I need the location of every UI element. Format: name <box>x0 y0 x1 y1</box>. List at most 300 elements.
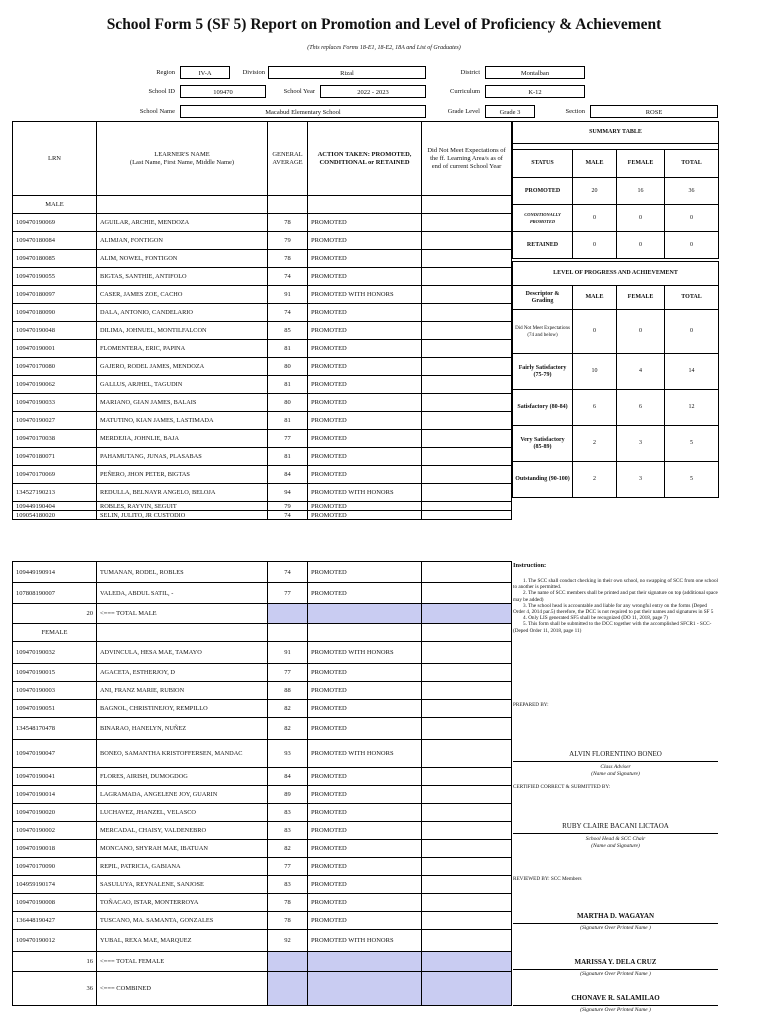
table-row <box>13 858 512 876</box>
summary-row <box>513 178 719 205</box>
grade-level-value: Grade 3 <box>485 105 535 118</box>
action-taken-cell: PROMOTED WITH HONORS <box>308 930 422 952</box>
action-taken-cell: PROMOTED <box>308 430 422 448</box>
progress-female-cell: 4 <box>617 354 665 390</box>
progress-male-cell: 0 <box>573 310 617 354</box>
progress-desc-cell: Outstanding (90-100) <box>513 462 573 498</box>
division-value: Rizal <box>268 66 426 79</box>
dnme-cell <box>422 562 512 583</box>
learner-name-cell: ALIMJAN, FONTIGON <box>97 232 268 250</box>
learner-name-cell: PAHAMUTANG, JUNAS, PLASABAS <box>97 448 268 466</box>
learner-name-cell: REPIL, PATRICIA, GABIANA <box>97 858 268 876</box>
table-row <box>13 412 512 430</box>
progress-female-cell: 6 <box>617 390 665 426</box>
action-taken-cell: PROMOTED <box>308 804 422 822</box>
progress-desc-cell: Satisfactory (80-84) <box>513 390 573 426</box>
general-average-cell: 77 <box>268 430 308 448</box>
table-row <box>13 232 512 250</box>
total-female-count: 16 <box>13 952 97 972</box>
table-row <box>13 740 512 768</box>
summary-status-header: STATUS <box>513 150 573 178</box>
action-taken-cell: PROMOTED <box>308 682 422 700</box>
summary-male-cell: 0 <box>573 205 617 232</box>
lrn-cell: 109470190012 <box>13 930 97 952</box>
general-average-cell: 77 <box>268 583 308 604</box>
general-average-cell: 84 <box>268 466 308 484</box>
lrn-cell: 109449190404 <box>13 502 97 511</box>
head-signature-line <box>513 833 718 834</box>
general-average-cell: 81 <box>268 412 308 430</box>
lrn-cell: 109470190027 <box>13 412 97 430</box>
learner-name-cell: ROBLES, RAYVIN, SEGUIT <box>97 502 268 511</box>
lrn-cell: 109470190033 <box>13 394 97 412</box>
summary-status-cell: PROMOTED <box>513 178 573 205</box>
total-male-count: 20 <box>13 604 97 624</box>
lrn-cell: 136448190427 <box>13 912 97 930</box>
learner-name-cell: SASULUYA, REYNALENE, SANJOSE <box>97 876 268 894</box>
dnme-cell <box>422 232 512 250</box>
learner-name-cell: MARIANO, GIAN JAMES, BALAIS <box>97 394 268 412</box>
dnme-cell <box>422 322 512 340</box>
summary-female-header: FEMALE <box>617 150 665 178</box>
scc-member-signature-line <box>513 969 718 970</box>
lrn-cell: 109470190014 <box>13 786 97 804</box>
summary-total-cell: 0 <box>665 232 719 259</box>
general-average-cell: 78 <box>268 912 308 930</box>
table-row <box>13 511 512 520</box>
action-taken-cell: PROMOTED <box>308 840 422 858</box>
section-value: ROSE <box>590 105 718 118</box>
summary-total-header: TOTAL <box>665 150 719 178</box>
lrn-cell: 109470190032 <box>13 642 97 664</box>
general-average-cell: 92 <box>268 930 308 952</box>
general-average-cell: 94 <box>268 484 308 502</box>
progress-row <box>513 310 719 354</box>
action-taken-cell: PROMOTED <box>308 358 422 376</box>
lrn-cell: 109470180097 <box>13 286 97 304</box>
school-year-label: School Year <box>283 88 315 95</box>
general-average-cell: 79 <box>268 502 308 511</box>
lrn-cell: 109470190003 <box>13 682 97 700</box>
learner-name-cell: FLORES, AIRISH, DUMOGDOG <box>97 768 268 786</box>
learner-name-cell: BONEO, SAMANTHA KRISTOFFERSEN, MANDAC <box>97 740 268 768</box>
general-average-cell: 82 <box>268 718 308 740</box>
region-value: IV-A <box>180 66 230 79</box>
dnme-cell <box>422 894 512 912</box>
learner-name-cell: ANI, FRANZ MARIE, RUBION <box>97 682 268 700</box>
action-taken-cell: PROMOTED <box>308 768 422 786</box>
school-name-value: Macabud Elementary School <box>180 105 426 118</box>
lrn-cell: 134527190213 <box>13 484 97 502</box>
lrn-cell: 109470180085 <box>13 250 97 268</box>
lrn-cell: 109054180020 <box>13 511 97 520</box>
dnme-cell <box>422 376 512 394</box>
learner-name-cell: TUMANAN, RODEL, ROBLES <box>97 562 268 583</box>
learner-name-cell: TOÑACAO, ISTAR, MONTERROYA <box>97 894 268 912</box>
dnme-cell <box>422 822 512 840</box>
dnme-cell <box>422 664 512 682</box>
progress-desc-cell: Did Not Meet Expectations (74 and below) <box>513 310 573 354</box>
table-row <box>13 700 512 718</box>
general-average-cell: 82 <box>268 700 308 718</box>
general-average-cell: 83 <box>268 876 308 894</box>
dnme-cell <box>422 286 512 304</box>
summary-title: SUMMARY TABLE <box>513 122 719 144</box>
progress-table <box>512 261 719 498</box>
lrn-cell: 104959190174 <box>13 876 97 894</box>
total-female-label: <=== TOTAL FEMALE <box>97 952 268 972</box>
table-row <box>13 840 512 858</box>
dnme-cell <box>422 511 512 520</box>
school-id-value: 109470 <box>180 85 266 98</box>
dnme-cell <box>422 304 512 322</box>
action-taken-cell: PROMOTED <box>308 268 422 286</box>
instruction-item: 2. The name of SCC members shall be printed and put their signature on top (additional space may be added) <box>513 590 718 603</box>
table-row <box>13 786 512 804</box>
total-male-label: <=== TOTAL MALE <box>97 604 268 624</box>
general-average-cell: 93 <box>268 740 308 768</box>
general-average-cell: 83 <box>268 804 308 822</box>
head-name: RUBY CLAIRE BACANI LICTAOA <box>562 822 669 830</box>
learner-name-cell: BIGTAS, SANTHIE, ANTIFOLO <box>97 268 268 286</box>
general-average-cell: 80 <box>268 358 308 376</box>
general-average-cell: 84 <box>268 768 308 786</box>
action-taken-cell: PROMOTED <box>308 448 422 466</box>
progress-row <box>513 390 719 426</box>
adviser-signature-line <box>513 761 718 762</box>
lrn-cell: 107808190007 <box>13 583 97 604</box>
learner-name-cell: LUCHAVEZ, JHANZEL, VELASCO <box>97 804 268 822</box>
summary-total-cell: 0 <box>665 205 719 232</box>
dnme-cell <box>422 358 512 376</box>
general-average-cell: 78 <box>268 214 308 232</box>
summary-female-cell: 16 <box>617 178 665 205</box>
action-taken-cell: PROMOTED <box>308 876 422 894</box>
district-value: Montalban <box>485 66 585 79</box>
dnme-cell <box>422 930 512 952</box>
action-taken-cell: PROMOTED WITH HONORS <box>308 286 422 304</box>
dnme-cell <box>422 786 512 804</box>
lrn-cell: 134548170478 <box>13 718 97 740</box>
progress-male-cell: 10 <box>573 354 617 390</box>
action-taken-cell: PROMOTED <box>308 664 422 682</box>
progress-total-cell: 12 <box>665 390 719 426</box>
learner-name-cell: MERCADAL, CHAISY, VALDENEBRO <box>97 822 268 840</box>
lrn-cell: 109470180090 <box>13 304 97 322</box>
table-row <box>13 250 512 268</box>
progress-female-cell: 0 <box>617 310 665 354</box>
general-average-cell: 81 <box>268 448 308 466</box>
dnme-cell <box>422 250 512 268</box>
progress-male-cell: 6 <box>573 390 617 426</box>
lrn-cell: 109470190062 <box>13 376 97 394</box>
general-average-cell: 79 <box>268 232 308 250</box>
progress-desc-cell: Very Satisfactory (85-89) <box>513 426 573 462</box>
action-taken-cell: PROMOTED <box>308 822 422 840</box>
action-taken-cell: PROMOTED <box>308 232 422 250</box>
summary-status-cell: CONDITIONALLY PROMOTED <box>513 205 573 232</box>
action-taken-cell: PROMOTED WITH HONORS <box>308 484 422 502</box>
progress-female-cell: 3 <box>617 426 665 462</box>
learner-name-cell: FLOMENTERA, ERIC, PAPINA <box>97 340 268 358</box>
lrn-cell: 109449190914 <box>13 562 97 583</box>
head-role: School Head & SCC Chair <box>585 836 646 842</box>
table-row <box>13 268 512 286</box>
table-row <box>13 502 512 511</box>
table-row <box>13 930 512 952</box>
learner-name-cell: BAGNOL, CHRISTINEJOY, REMPILLO <box>97 700 268 718</box>
scc-member-signature-line <box>513 923 718 924</box>
dnme-cell <box>422 642 512 664</box>
action-taken-cell: PROMOTED <box>308 583 422 604</box>
lrn-cell: 109470190051 <box>13 700 97 718</box>
lrn-cell: 109470190001 <box>13 340 97 358</box>
dnme-cell <box>422 583 512 604</box>
learner-name-cell: LAGRAMADA, ANGELENE JOY, GUARIN <box>97 786 268 804</box>
learner-name-cell: REDULLA, BELNAYR ANGELO, BELOJA <box>97 484 268 502</box>
general-average-cell: 82 <box>268 840 308 858</box>
progress-total-cell: 0 <box>665 310 719 354</box>
lrn-cell: 109470190055 <box>13 268 97 286</box>
lrn-cell: 109470190015 <box>13 664 97 682</box>
table-row <box>13 484 512 502</box>
action-taken-cell: PROMOTED <box>308 511 422 520</box>
learner-name-cell: YUBAL, REXA MAE, MARQUEZ <box>97 930 268 952</box>
dnme-cell <box>422 858 512 876</box>
learners-table-top <box>12 121 512 520</box>
scc-member-sub: (Signature Over Printed Name ) <box>580 925 651 931</box>
learner-name-cell: BINARAO, HANELYN, NUÑEZ <box>97 718 268 740</box>
learner-name-cell: TUSCANO, MA. SAMANTA, GONZALES <box>97 912 268 930</box>
scc-member-name: CHONAVE R. SALAMILAO <box>571 994 660 1002</box>
certified-label: CERTIFIED CORRECT & SUBMITTED BY: <box>513 784 611 790</box>
general-average-cell: 91 <box>268 286 308 304</box>
table-row <box>13 376 512 394</box>
action-taken-cell: PROMOTED <box>308 858 422 876</box>
table-row <box>13 768 512 786</box>
action-taken-cell: PROMOTED <box>308 376 422 394</box>
general-average-cell: 91 <box>268 642 308 664</box>
dnme-cell <box>422 840 512 858</box>
action-taken-cell: PROMOTED <box>308 700 422 718</box>
summary-row <box>513 232 719 259</box>
table-row <box>13 642 512 664</box>
action-taken-cell: PROMOTED <box>308 340 422 358</box>
dnme-cell <box>422 466 512 484</box>
table-row <box>13 286 512 304</box>
section-label: Section <box>565 108 585 115</box>
instructions-title: Instruction: <box>513 562 547 569</box>
division-label: Division <box>242 69 265 76</box>
general-average-cell: 78 <box>268 250 308 268</box>
curriculum-label: Curriculum <box>450 88 480 95</box>
general-average-cell: 81 <box>268 340 308 358</box>
lrn-cell: 109470190018 <box>13 840 97 858</box>
progress-total-cell: 14 <box>665 354 719 390</box>
dnme-cell <box>422 412 512 430</box>
action-taken-cell: PROMOTED <box>308 466 422 484</box>
action-taken-cell: PROMOTED <box>308 322 422 340</box>
progress-male-header: MALE <box>573 286 617 310</box>
scc-member-signature-line <box>513 1005 718 1006</box>
learner-name-cell: AGUILAR, ARCHIE, MENDOZA <box>97 214 268 232</box>
female-section-label: FEMALE <box>13 624 97 642</box>
table-row <box>13 448 512 466</box>
general-average-cell: 81 <box>268 376 308 394</box>
general-average-cell: 74 <box>268 304 308 322</box>
progress-male-cell: 2 <box>573 462 617 498</box>
dnme-cell <box>422 448 512 466</box>
action-taken-cell: PROMOTED <box>308 786 422 804</box>
summary-total-cell: 36 <box>665 178 719 205</box>
learner-name-cell: ALIM, NOWEL, FONTIGON <box>97 250 268 268</box>
dnme-cell <box>422 682 512 700</box>
action-taken-cell: PROMOTED <box>308 894 422 912</box>
lrn-cell: 109470190020 <box>13 804 97 822</box>
action-taken-header: ACTION TAKEN: PROMOTED, CONDITIONAL or RETAINED <box>308 122 422 196</box>
summary-male-header: MALE <box>573 150 617 178</box>
learner-name-cell: MERDEJIA, JOHNLIE, BAJA <box>97 430 268 448</box>
action-taken-cell: PROMOTED <box>308 562 422 583</box>
instruction-item: 5. This form shall be submitted to the DCC together with the accomplished SFCR1 - SCC- (Deped Order 11, 2018, page 11) <box>513 621 712 634</box>
table-row <box>13 394 512 412</box>
summary-male-cell: 0 <box>573 232 617 259</box>
general-average-cell: 80 <box>268 394 308 412</box>
lrn-header: LRN <box>13 122 97 196</box>
learner-name-cell: DILIMA, JOHNUEL, MONTILFALCON <box>97 322 268 340</box>
progress-desc-header: Descriptor & Grading <box>513 286 573 310</box>
prepared-by-label: PREPARED BY: <box>513 702 549 708</box>
general-average-cell: 83 <box>268 822 308 840</box>
table-row <box>13 912 512 930</box>
learners-table-bottom <box>12 561 512 1006</box>
table-row <box>13 562 512 583</box>
general-average-cell: 85 <box>268 322 308 340</box>
school-year-value: 2022 - 2023 <box>320 85 426 98</box>
table-row <box>13 894 512 912</box>
adviser-name: ALVIN FLORENTINO BONEO <box>569 750 662 758</box>
progress-female-header: FEMALE <box>617 286 665 310</box>
dnme-cell <box>422 484 512 502</box>
table-row <box>13 822 512 840</box>
table-row <box>13 214 512 232</box>
table-row <box>13 430 512 448</box>
form-title: School Form 5 (SF 5) Report on Promotion and Level of Proficiency & Achievement <box>106 16 662 33</box>
action-taken-cell: PROMOTED <box>308 412 422 430</box>
summary-status-cell: RETAINED <box>513 232 573 259</box>
learner-name-cell: AGACETA, ESTHERJOY, D <box>97 664 268 682</box>
form-subtitle: (This replaces Forms 18-E1, 18-E2, 18A and List of Graduates) <box>307 45 461 51</box>
action-taken-cell: PROMOTED <box>308 304 422 322</box>
dnme-cell <box>422 268 512 286</box>
summary-row <box>513 205 719 232</box>
instruction-item: 1. The SCC shall conduct checking in their own school, no swapping of SCC from one school to another is permitted. <box>513 578 718 591</box>
school-name-label: School Name <box>139 108 175 115</box>
summary-table <box>512 121 719 259</box>
scc-member-sub: (Signature Over Printed Name ) <box>580 1007 651 1013</box>
learner-name-cell: CASER, JAMES ZOE, CACHO <box>97 286 268 304</box>
dnme-cell <box>422 718 512 740</box>
summary-male-cell: 20 <box>573 178 617 205</box>
progress-total-cell: 5 <box>665 426 719 462</box>
action-taken-cell: PROMOTED WITH HONORS <box>308 740 422 768</box>
general-average-cell: 88 <box>268 682 308 700</box>
progress-title: LEVEL OF PROGRESS AND ACHIEVEMENT <box>513 262 719 286</box>
male-section-label: MALE <box>13 196 97 214</box>
instruction-item: 4. Only LIS generated SF5 shall be recognized (DO 11, 2018, page 7) <box>523 615 668 622</box>
general-average-cell: 77 <box>268 858 308 876</box>
learner-name-cell: VALEDA, ABDUL SATIL, - <box>97 583 268 604</box>
action-taken-cell: PROMOTED <box>308 250 422 268</box>
action-taken-cell: PROMOTED <box>308 214 422 232</box>
dnme-cell <box>422 700 512 718</box>
dnme-cell <box>422 804 512 822</box>
progress-row <box>513 462 719 498</box>
progress-total-cell: 5 <box>665 462 719 498</box>
dnme-cell <box>422 912 512 930</box>
adviser-sub: (Name and Signature) <box>591 771 640 777</box>
head-sub: (Name and Signature) <box>591 843 640 849</box>
lrn-cell: 109470170090 <box>13 858 97 876</box>
general-average-cell: 74 <box>268 562 308 583</box>
table-row <box>13 466 512 484</box>
scc-member-sub: (Signature Over Printed Name ) <box>580 971 651 977</box>
learner-name-cell: MONCANO, SHYRAH MAE, IBATUAN <box>97 840 268 858</box>
dnme-cell <box>422 430 512 448</box>
lrn-cell: 109470190002 <box>13 822 97 840</box>
table-row <box>13 358 512 376</box>
table-row <box>13 718 512 740</box>
reviewed-label: REVIEWED BY: SCC Members <box>513 876 582 882</box>
adviser-role: Class Adviser <box>600 764 631 770</box>
school-id-label: School ID <box>148 88 175 95</box>
lrn-cell: 109470190048 <box>13 322 97 340</box>
instructions-list <box>513 578 718 634</box>
action-taken-cell: PROMOTED <box>308 718 422 740</box>
progress-row <box>513 354 719 390</box>
table-row <box>13 682 512 700</box>
general-average-cell: 74 <box>268 268 308 286</box>
dnme-header: Did Not Meet Expectations of the ff. Learning Area/s as of end of current School Year <box>422 122 512 196</box>
general-average-header: GENERAL AVERAGE <box>268 122 308 196</box>
table-row <box>13 304 512 322</box>
action-taken-cell: PROMOTED WITH HONORS <box>308 642 422 664</box>
action-taken-cell: PROMOTED <box>308 502 422 511</box>
dnme-cell <box>422 876 512 894</box>
combined-label: <=== COMBINED <box>97 972 268 1006</box>
dnme-cell <box>422 740 512 768</box>
scc-member-name: MARISSA Y. DELA CRUZ <box>574 958 657 966</box>
progress-female-cell: 3 <box>617 462 665 498</box>
learner-name-cell: ADVINCULA, HESA MAE, TAMAYO <box>97 642 268 664</box>
action-taken-cell: PROMOTED <box>308 912 422 930</box>
lrn-cell: 109470180084 <box>13 232 97 250</box>
learner-name-cell: SELIN, JULITO, JR CUSTODIO <box>97 511 268 520</box>
progress-desc-cell: Fairly Satisfactory (75-79) <box>513 354 573 390</box>
table-row <box>13 804 512 822</box>
general-average-cell: 74 <box>268 511 308 520</box>
name-header: LEARNER'S NAME (Last Name, First Name, Middle Name) <box>97 122 268 196</box>
general-average-cell: 89 <box>268 786 308 804</box>
learner-name-cell: DALA, ANTONIO, CANDELARIO <box>97 304 268 322</box>
table-row <box>13 322 512 340</box>
learner-name-cell: MATUTINO, KIAN JAMES, LASTIMADA <box>97 412 268 430</box>
instruction-item: 3. The school head is accountable and liable for any wrongful entry on the forms (Deped Order 4, 2014 par.5) therefore, the DCC is not required to put their names and signatures in SF 5 <box>513 602 714 616</box>
district-label: District <box>460 69 480 76</box>
lrn-cell: 109470190008 <box>13 894 97 912</box>
learner-name-cell: GALLUS, ARJHEL, TAGUDIN <box>97 376 268 394</box>
table-row <box>13 583 512 604</box>
